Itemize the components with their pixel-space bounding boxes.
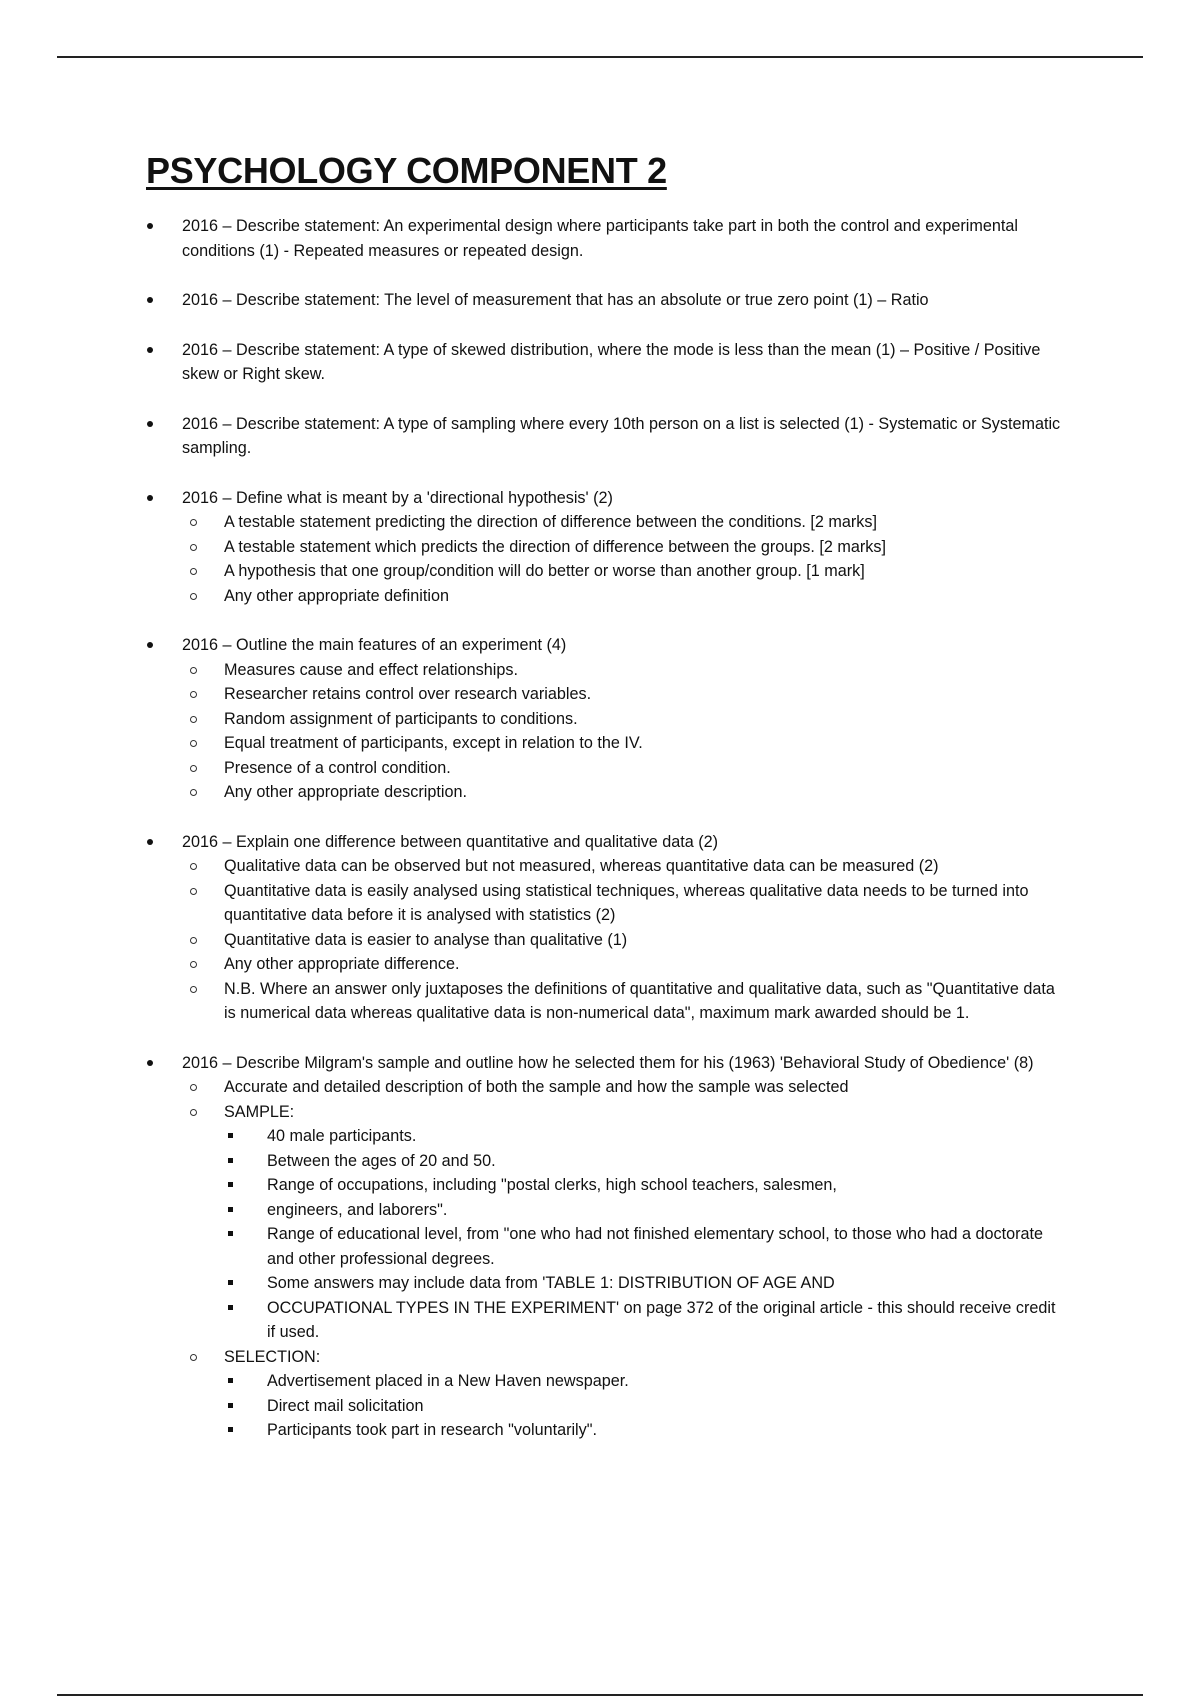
question-text: 2016 – Outline the main features of an experiment (4) bbox=[182, 636, 567, 654]
circle-bullet-icon bbox=[190, 789, 197, 796]
question-item bbox=[146, 412, 1066, 461]
answer-item: Measures cause and effect relationships. bbox=[182, 658, 1066, 683]
answer-item: Researcher retains control over research variables. bbox=[182, 682, 1066, 707]
answer-item: A testable statement predicting the direction of difference between the conditions. [2 marks] bbox=[182, 510, 1066, 535]
square-bullet-icon bbox=[228, 1403, 233, 1408]
answer-item: Quantitative data is easily analysed using statistical techniques, whereas qualitative data needs to be turned into quantitative data before it is analysed with statistics (2) bbox=[182, 879, 1066, 928]
circle-bullet-icon bbox=[190, 740, 197, 747]
bullet-icon bbox=[147, 421, 153, 427]
answer-item: Presence of a control condition. bbox=[182, 756, 1066, 781]
answer-item: Random assignment of participants to conditions. bbox=[182, 707, 1066, 732]
circle-bullet-icon bbox=[190, 519, 197, 526]
page-title: PSYCHOLOGY COMPONENT 2 bbox=[146, 150, 667, 191]
answer-list bbox=[182, 658, 1066, 805]
answer-list bbox=[182, 1075, 1066, 1443]
answer-item: Accurate and detailed description of both the sample and how the sample was selected bbox=[182, 1075, 1066, 1100]
question-item bbox=[146, 288, 1066, 313]
circle-bullet-icon bbox=[190, 716, 197, 723]
question-text: 2016 – Describe Milgram's sample and outline how he selected them for his (1963) 'Behavioral Study of Obedience' (8) bbox=[182, 1053, 1034, 1072]
question-list bbox=[146, 214, 1066, 1443]
sample-item: OCCUPATIONAL TYPES IN THE EXPERIMENT' on page 372 of the original article - this should receive credit if used. bbox=[224, 1296, 1066, 1345]
circle-bullet-icon bbox=[190, 1354, 197, 1361]
circle-bullet-icon bbox=[190, 691, 197, 698]
bottom-rule bbox=[57, 1694, 1143, 1696]
circle-bullet-icon bbox=[190, 1084, 197, 1091]
answer-item: Any other appropriate definition bbox=[182, 584, 1066, 609]
circle-bullet-icon bbox=[190, 765, 197, 772]
answer-item: A testable statement which predicts the direction of difference between the groups. [2 marks] bbox=[182, 535, 1066, 560]
answer-item bbox=[182, 1100, 1066, 1345]
circle-bullet-icon bbox=[190, 593, 197, 600]
answer-item: Quantitative data is easier to analyse than qualitative (1) bbox=[182, 928, 1066, 953]
answer-item: Any other appropriate description. bbox=[182, 780, 1066, 805]
answer-item: Qualitative data can be observed but not measured, whereas quantitative data can be measured (2) bbox=[182, 854, 1066, 879]
sample-item: Between the ages of 20 and 50. bbox=[224, 1149, 1066, 1174]
square-bullet-icon bbox=[228, 1427, 233, 1432]
square-bullet-icon bbox=[228, 1280, 233, 1285]
square-bullet-icon bbox=[228, 1231, 233, 1236]
question-text: 2016 – Describe statement: A type of sampling where every 10th person on a list is selected (1) - Systematic or Systematic sampling. bbox=[182, 414, 1061, 457]
top-rule bbox=[57, 56, 1143, 58]
bullet-icon bbox=[147, 839, 153, 845]
selection-list bbox=[224, 1369, 1066, 1443]
circle-bullet-icon bbox=[190, 568, 197, 575]
question-item bbox=[146, 486, 1066, 609]
answer-item: Any other appropriate difference. bbox=[182, 952, 1066, 977]
answer-list bbox=[182, 854, 1066, 1026]
sample-label: SAMPLE: bbox=[224, 1102, 295, 1121]
sample-item: Range of occupations, including "postal clerks, high school teachers, salesmen, bbox=[224, 1173, 1066, 1198]
bullet-icon bbox=[147, 223, 153, 229]
answer-item bbox=[182, 1345, 1066, 1443]
question-text: 2016 – Describe statement: The level of measurement that has an absolute or true zero point (1) – Ratio bbox=[182, 291, 929, 309]
selection-item: Direct mail solicitation bbox=[224, 1394, 1066, 1419]
sample-list bbox=[224, 1124, 1066, 1345]
answer-item: N.B. Where an answer only juxtaposes the definitions of quantitative and qualitative data, such as "Quantitative data is numerical data whereas qualitative data is non-numerical data", maximum mark awarded should be 1. bbox=[182, 977, 1066, 1026]
square-bullet-icon bbox=[228, 1133, 233, 1138]
answer-item: Equal treatment of participants, except in relation to the IV. bbox=[182, 731, 1066, 756]
sample-item: 40 male participants. bbox=[224, 1124, 1066, 1149]
circle-bullet-icon bbox=[190, 1109, 197, 1116]
circle-bullet-icon bbox=[190, 667, 197, 674]
square-bullet-icon bbox=[228, 1158, 233, 1163]
sample-item: Range of educational level, from "one who had not finished elementary school, to those who had a doctorate and other professional degrees. bbox=[224, 1222, 1066, 1271]
square-bullet-icon bbox=[228, 1305, 233, 1310]
answer-list bbox=[182, 510, 1066, 608]
question-item bbox=[146, 214, 1066, 263]
square-bullet-icon bbox=[228, 1182, 233, 1187]
sample-item: Some answers may include data from 'TABLE 1: DISTRIBUTION OF AGE AND bbox=[224, 1271, 1066, 1296]
selection-label: SELECTION: bbox=[224, 1347, 321, 1366]
circle-bullet-icon bbox=[190, 937, 197, 944]
question-item bbox=[146, 338, 1066, 387]
square-bullet-icon bbox=[228, 1207, 233, 1212]
bullet-icon bbox=[147, 642, 153, 648]
question-item bbox=[146, 1051, 1066, 1443]
question-item bbox=[146, 830, 1066, 1026]
question-text: 2016 – Explain one difference between quantitative and qualitative data (2) bbox=[182, 832, 719, 851]
question-text: 2016 – Define what is meant by a 'directional hypothesis' (2) bbox=[182, 488, 613, 507]
bullet-icon bbox=[147, 297, 153, 303]
circle-bullet-icon bbox=[190, 863, 197, 870]
bullet-icon bbox=[147, 495, 153, 501]
circle-bullet-icon bbox=[190, 961, 197, 968]
selection-item: Participants took part in research "voluntarily". bbox=[224, 1418, 1066, 1443]
sample-item: engineers, and laborers". bbox=[224, 1198, 1066, 1223]
question-item bbox=[146, 633, 1066, 805]
bullet-icon bbox=[147, 1060, 153, 1066]
bullet-icon bbox=[147, 347, 153, 353]
question-text: 2016 – Describe statement: A type of skewed distribution, where the mode is less than the mean (1) – Positive / Positive skew or Right skew. bbox=[182, 340, 1041, 383]
circle-bullet-icon bbox=[190, 986, 197, 993]
document-body bbox=[146, 150, 1066, 1468]
answer-item: A hypothesis that one group/condition will do better or worse than another group. [1 mark] bbox=[182, 559, 1066, 584]
circle-bullet-icon bbox=[190, 888, 197, 895]
selection-item: Advertisement placed in a New Haven newspaper. bbox=[224, 1369, 1066, 1394]
square-bullet-icon bbox=[228, 1378, 233, 1383]
circle-bullet-icon bbox=[190, 544, 197, 551]
question-text: 2016 – Describe statement: An experimental design where participants take part in both the control and experimental conditions (1) - Repeated measures or repeated design. bbox=[182, 217, 1018, 260]
